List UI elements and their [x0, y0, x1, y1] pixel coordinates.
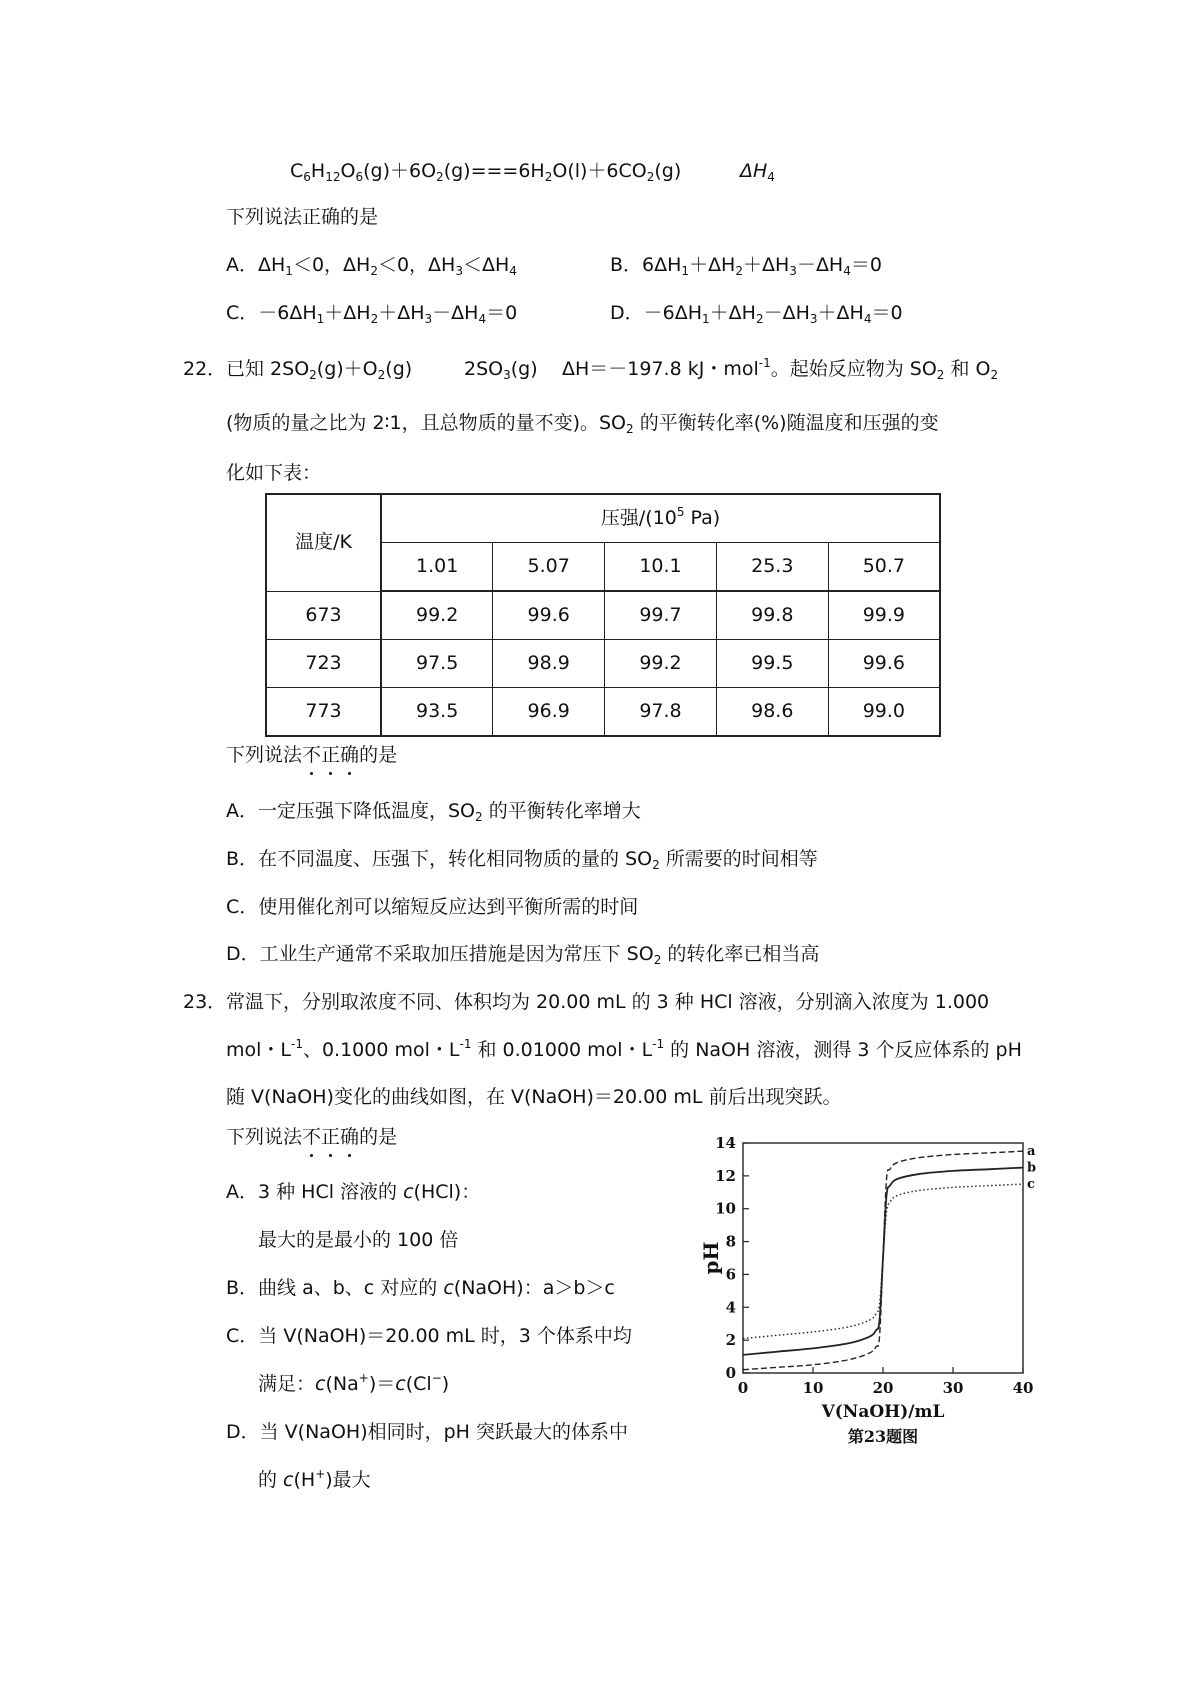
- q21-option-b[interactable]: B．$6\Delta H_1+\Delta H_2+\Delta H_3-\Delta H_4=0$: [610, 254, 882, 278]
- q23-option-b[interactable]: B．曲线 a、b、c 对应的 c(NaOH)：a＞b＞c: [226, 1277, 615, 1299]
- q23-line-2: mol・$L^{-1}$、0.1000 mol・$L^{-1}$ 和 0.01000 mol・$L^{-1}$ 的 NaOH 溶液，测得 3 个反应体系的 pH: [226, 1037, 1022, 1061]
- table-cell: 97.8: [605, 688, 717, 737]
- q22-option-a[interactable]: A．一定压强下降低温度，$SO_2$ 的平衡转化率增大: [226, 800, 641, 824]
- y-tick-label: 2: [725, 1331, 736, 1350]
- table-cell: 97.5: [381, 640, 493, 688]
- table-cell: 99.7: [605, 591, 717, 640]
- q22-prompt: 下列说法不正确的是: [226, 744, 398, 766]
- table-row: [266, 688, 940, 737]
- q22-option-b[interactable]: B．在不同温度、压强下，转化相同物质的量的 $SO_2$ 所需要的时间相等: [226, 848, 818, 872]
- q22-equation-right: $2SO_3(g)$: [464, 358, 538, 382]
- q22-option-d[interactable]: D．工业生产通常不采取加压措施是因为常压下 $SO_2$ 的转化率已相当高: [226, 943, 820, 967]
- y-tick-label: 8: [725, 1232, 736, 1251]
- temperature-cell: 773: [266, 688, 381, 737]
- q23-option-a[interactable]: A．3 种 HCl 溶液的 c(HCl)：: [226, 1181, 481, 1203]
- x-tick-label: 40: [1012, 1379, 1034, 1397]
- figure-caption: 第23题图: [847, 1427, 919, 1446]
- y-tick-label: 6: [725, 1265, 736, 1284]
- y-axis-label: pH: [699, 1241, 723, 1275]
- table-cell: 96.9: [493, 688, 605, 737]
- q23-line-3: 随 V(NaOH)变化的曲线如图，在 V(NaOH)＝20.00 mL 前后出现突跃。: [226, 1086, 842, 1108]
- table-cell: 98.6: [716, 688, 828, 737]
- x-tick-label: 20: [872, 1379, 894, 1397]
- table-cell: 99.6: [493, 591, 605, 640]
- q22-line-3: 化如下表：: [226, 462, 322, 484]
- table-cell: 99.0: [828, 688, 940, 737]
- table-cell: 93.5: [381, 688, 493, 737]
- q23-option-d[interactable]: D．当 V(NaOH)相同时，pH 突跃最大的体系中: [226, 1421, 628, 1443]
- table-row: [266, 591, 940, 640]
- x-tick-label: 30: [942, 1379, 964, 1397]
- pressure-value: 50.7: [828, 543, 940, 592]
- q23-option-c[interactable]: C．当 V(NaOH)＝20.00 mL 时，3 个体系中均: [226, 1325, 632, 1347]
- table-cell: 99.5: [716, 640, 828, 688]
- table-cell: 99.2: [605, 640, 717, 688]
- equation-4-enthalpy: $\Delta H_4$: [740, 160, 775, 184]
- series-label-a: a: [1027, 1144, 1036, 1160]
- q23-option-d-cont: 的 c(H+)最大: [258, 1467, 371, 1491]
- x-tick-label: 10: [802, 1379, 824, 1397]
- table-cell: 99.9: [828, 591, 940, 640]
- ph-titration-chart: [698, 1120, 1043, 1450]
- q23-option-c-cont: 满足：c(Na+)＝c(Cl−): [258, 1371, 450, 1395]
- temperature-header: 温度/K: [266, 494, 381, 591]
- axis-ticks: [715, 1134, 1033, 1397]
- q21-option-c[interactable]: C．$-6\Delta H_1+\Delta H_2+\Delta H_3-\Delta H_4=0$: [226, 302, 518, 326]
- q23-number: 23．: [183, 991, 227, 1013]
- q23-prompt: 下列说法不正确的是: [226, 1126, 398, 1148]
- table-row: [266, 640, 940, 688]
- q21-option-a[interactable]: A．$\Delta H_1<0$，$\Delta H_2<0$，$\Delta H_3<\Delta H_4$: [226, 254, 517, 278]
- temperature-cell: 673: [266, 591, 381, 640]
- y-tick-label: 12: [715, 1166, 736, 1185]
- series-label-b: b: [1027, 1160, 1037, 1176]
- q23-line-1: 常温下，分别取浓度不同、体积均为 20.00 mL 的 3 种 HCl 溶液，分别滴入浓度为 1.000: [226, 991, 990, 1013]
- pressure-value: 25.3: [716, 543, 828, 592]
- x-tick-label: 0: [737, 1379, 749, 1397]
- q22-option-c[interactable]: C．使用催化剂可以缩短反应达到平衡所需的时间: [226, 896, 639, 918]
- q22-equation-left: 已知 $2SO_2(g)+O_2(g)$: [226, 358, 413, 382]
- x-axis-label: V(NaOH)/mL: [821, 1402, 945, 1422]
- conversion-table: [265, 493, 941, 737]
- q23-option-a-cont: 最大的是最小的 100 倍: [258, 1229, 459, 1251]
- table-cell: 99.2: [381, 591, 493, 640]
- q22-line-2: (物质的量之比为 2∶1，且总物质的量不变)。$SO_2$ 的平衡转化率(%)随温度和压强的变: [226, 412, 939, 436]
- temperature-cell: 723: [266, 640, 381, 688]
- equation-4: $C_6H_{12}O_6(g)+6O_2(g)===6H_2O(l)+6CO_2(g)$: [290, 160, 682, 184]
- y-tick-label: 0: [725, 1364, 736, 1382]
- q22-number: 22．: [183, 358, 227, 380]
- pressure-value: 10.1: [605, 543, 717, 592]
- series-label-c: c: [1027, 1177, 1035, 1193]
- table-cell: 99.8: [716, 591, 828, 640]
- series-line-b: [743, 1168, 1023, 1355]
- curves: [743, 1144, 1036, 1369]
- table-cell: 98.9: [493, 640, 605, 688]
- pressure-header: 压强$/(10^5$ Pa): [381, 494, 940, 543]
- pressure-value: 1.01: [381, 543, 493, 592]
- q22-enthalpy-text: ΔH＝－197.8 kJ・mol$^{-1}$。起始反应物为 $SO_2$ 和 $O_2$: [562, 356, 999, 382]
- y-tick-label: 14: [715, 1134, 736, 1152]
- table-cell: 99.6: [828, 640, 940, 688]
- q21-option-d[interactable]: D．$-6\Delta H_1+\Delta H_2-\Delta H_3+\Delta H_4=0$: [610, 302, 903, 326]
- pressure-value: 5.07: [493, 543, 605, 592]
- q21-prompt: 下列说法正确的是: [226, 206, 379, 228]
- y-tick-label: 4: [725, 1298, 736, 1317]
- y-tick-label: 10: [715, 1199, 736, 1218]
